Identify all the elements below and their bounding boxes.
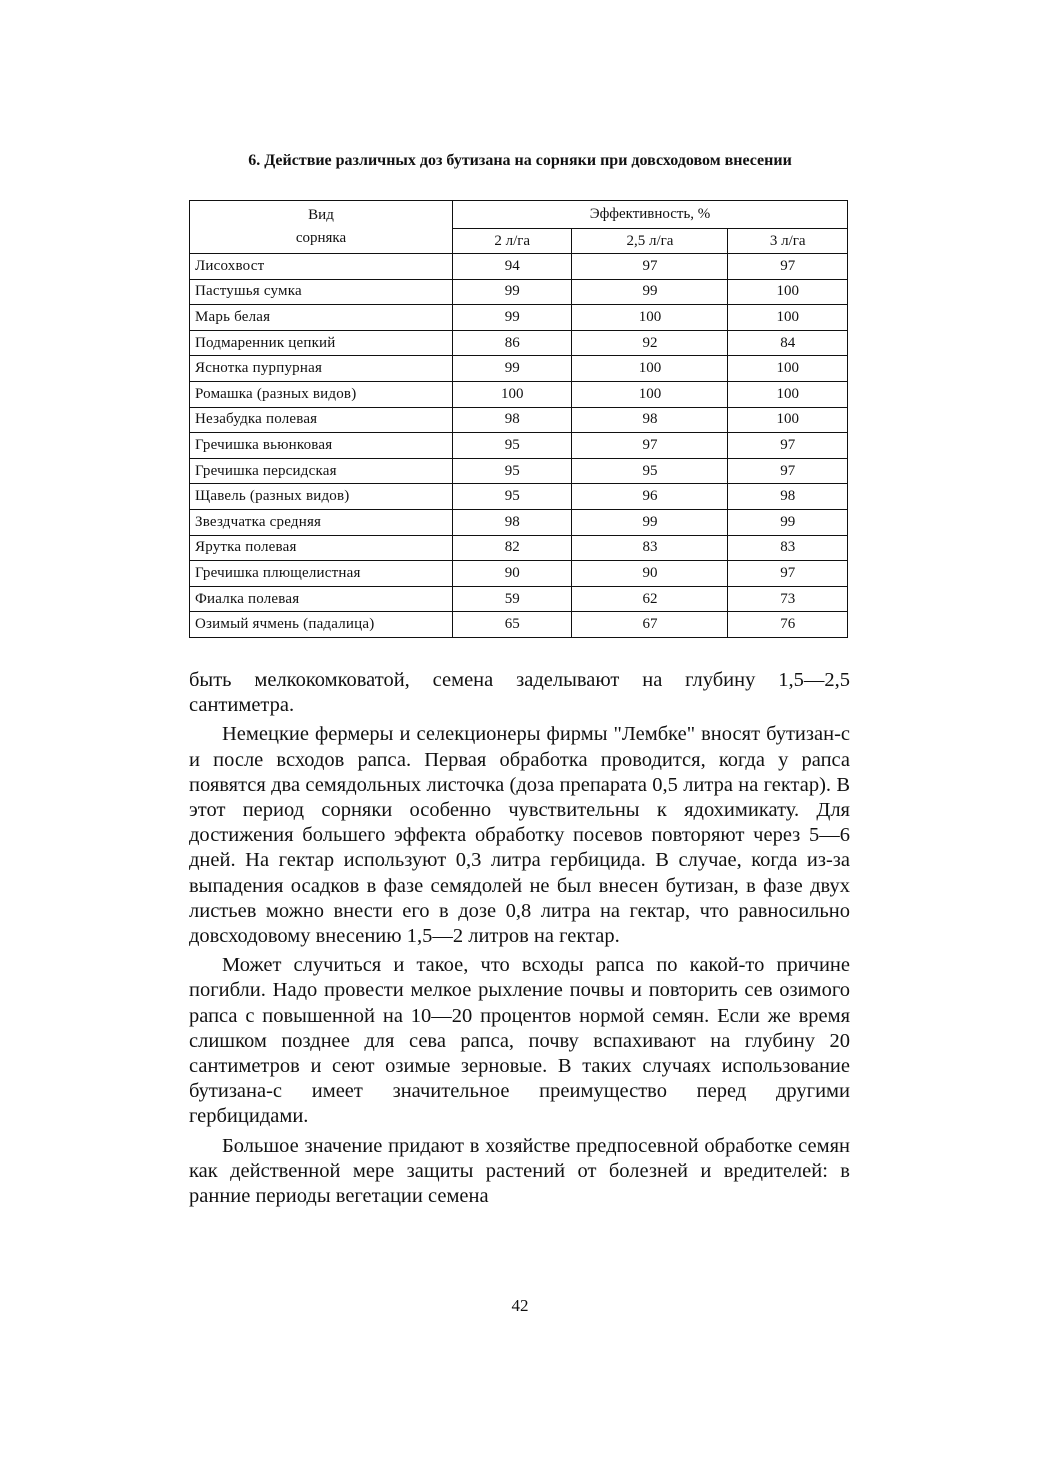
body-text [189, 668, 850, 1209]
species-header-line1: Вид [308, 207, 334, 223]
efficiency-value-cell: 100 [728, 381, 848, 407]
efficiency-value-cell: 99 [572, 509, 728, 535]
efficiency-value-cell: 100 [572, 305, 728, 331]
table-row [190, 279, 848, 305]
table-row [190, 254, 848, 280]
efficiency-value-cell: 100 [728, 279, 848, 305]
efficiency-value-cell: 90 [572, 561, 728, 587]
paragraph: Большое значение придают в хозяйстве предпосевной обработке семян как действенной мере защиты растений от болезней и вредителей: в ранние периоды вегетации семена [189, 1134, 850, 1208]
efficiency-value-cell: 100 [453, 381, 572, 407]
paragraph: Может случиться и такое, что всходы рапса по какой-то причине погибли. Надо провести мелкое рыхление почвы и повторить сев озимого рапса с повышенной на 10—20 процентов нормой семян. Если же время слишком позднее для сева рапса, почву вспахивают на глубину 20 сантиметров и сеют озимые зерновые. В таких случаях использование бутизана-с имеет значительное преимущество перед другими гербицидами. [189, 954, 850, 1128]
efficiency-value-cell: 65 [453, 612, 572, 638]
table-row [190, 381, 848, 407]
efficiency-value-cell: 98 [453, 407, 572, 433]
efficiency-value-cell: 76 [728, 612, 848, 638]
table-row [190, 356, 848, 382]
paragraph: быть мелкокомковатой, семена заделывают на глубину 1,5—2,5 сантиметра. [189, 669, 850, 717]
weed-species-cell: Ромашка (разных видов) [190, 381, 453, 407]
efficiency-value-cell: 98 [728, 484, 848, 510]
efficiency-value-cell: 83 [728, 535, 848, 561]
weed-species-cell: Щавель (разных видов) [190, 484, 453, 510]
species-column-header [190, 201, 453, 254]
efficiency-value-cell: 95 [453, 433, 572, 459]
table-row [190, 509, 848, 535]
efficiency-value-cell: 99 [728, 509, 848, 535]
efficiency-value-cell: 100 [728, 305, 848, 331]
efficiency-value-cell: 100 [728, 356, 848, 382]
efficiency-value-cell: 100 [728, 407, 848, 433]
dose-header: 2,5 л/га [572, 229, 728, 254]
weed-species-cell: Фиалка полевая [190, 586, 453, 612]
efficiency-value-cell: 95 [453, 458, 572, 484]
efficiency-value-cell: 95 [572, 458, 728, 484]
table-row [190, 433, 848, 459]
efficiency-value-cell: 59 [453, 586, 572, 612]
table-row [190, 330, 848, 356]
efficiency-value-cell: 99 [453, 356, 572, 382]
efficiency-header: Эффективность, % [453, 201, 848, 229]
efficiency-value-cell: 100 [572, 381, 728, 407]
efficiency-value-cell: 67 [572, 612, 728, 638]
table-row [190, 586, 848, 612]
weed-species-cell: Подмаренник цепкий [190, 330, 453, 356]
dose-header: 2 л/га [453, 229, 572, 254]
table-body [190, 254, 848, 638]
weed-species-cell: Гречишка плющелистная [190, 561, 453, 587]
efficiency-value-cell: 92 [572, 330, 728, 356]
efficiency-value-cell: 97 [728, 433, 848, 459]
efficiency-value-cell: 96 [572, 484, 728, 510]
efficiency-value-cell: 86 [453, 330, 572, 356]
weed-species-cell: Звездчатка средняя [190, 509, 453, 535]
efficiency-value-cell: 94 [453, 254, 572, 280]
weed-species-cell: Гречишка персидская [190, 458, 453, 484]
table-row [190, 305, 848, 331]
table-row [190, 458, 848, 484]
efficiency-value-cell: 99 [453, 279, 572, 305]
weed-efficiency-table [189, 200, 848, 638]
efficiency-value-cell: 97 [728, 561, 848, 587]
efficiency-value-cell: 95 [453, 484, 572, 510]
efficiency-value-cell: 100 [572, 356, 728, 382]
weed-species-cell: Гречишка вьюнковая [190, 433, 453, 459]
paragraph: Немецкие фермеры и селекционеры фирмы "Лембке" вносят бутизан-с и после всходов рапса. Первая обработка проводится, когда у рапса появятся два семядольных листочка (доза препарата 0,5 литра на гектар). В этот период сорняки особенно чувствительны к ядохимикату. Для достижения большего эффекта обработку посевов повторяют через 5—6 дней. На гектар используют 0,3 литра гербицида. В случае, когда из-за выпадения осадков в фазе семядолей не был внесен бутизан, в фазе двух листьев можно внести его в дозе 0,8 литра на гектар, что равносильно довсходовому внесению 1,5—2 литров на гектар. [189, 723, 850, 948]
weed-species-cell: Незабудка полевая [190, 407, 453, 433]
efficiency-value-cell: 99 [453, 305, 572, 331]
efficiency-value-cell: 98 [572, 407, 728, 433]
efficiency-value-cell: 62 [572, 586, 728, 612]
weed-species-cell: Ярутка полевая [190, 535, 453, 561]
efficiency-value-cell: 83 [572, 535, 728, 561]
efficiency-value-cell: 97 [572, 433, 728, 459]
efficiency-value-cell: 82 [453, 535, 572, 561]
page-number: 42 [511, 1296, 529, 1315]
table-row [190, 561, 848, 587]
efficiency-value-cell: 97 [572, 254, 728, 280]
species-header-line2: сорняка [295, 230, 347, 246]
efficiency-value-cell: 97 [728, 458, 848, 484]
table-caption: 6. Действие различных доз бутизана на сорняки при довсходовом внесении [248, 152, 792, 169]
efficiency-value-cell: 90 [453, 561, 572, 587]
weed-species-cell: Пастушья сумка [190, 279, 453, 305]
efficiency-value-cell: 73 [728, 586, 848, 612]
table-row [190, 612, 848, 638]
weed-species-cell: Марь белая [190, 305, 453, 331]
efficiency-value-cell: 99 [572, 279, 728, 305]
weed-species-cell: Озимый ячмень (падалица) [190, 612, 453, 638]
table-row [190, 535, 848, 561]
dose-header: 3 л/га [728, 229, 848, 254]
efficiency-value-cell: 97 [728, 254, 848, 280]
efficiency-value-cell: 84 [728, 330, 848, 356]
weed-species-cell: Яснотка пурпурная [190, 356, 453, 382]
table-row [190, 407, 848, 433]
table-row [190, 484, 848, 510]
weed-species-cell: Лисохвост [190, 254, 453, 280]
efficiency-value-cell: 98 [453, 509, 572, 535]
